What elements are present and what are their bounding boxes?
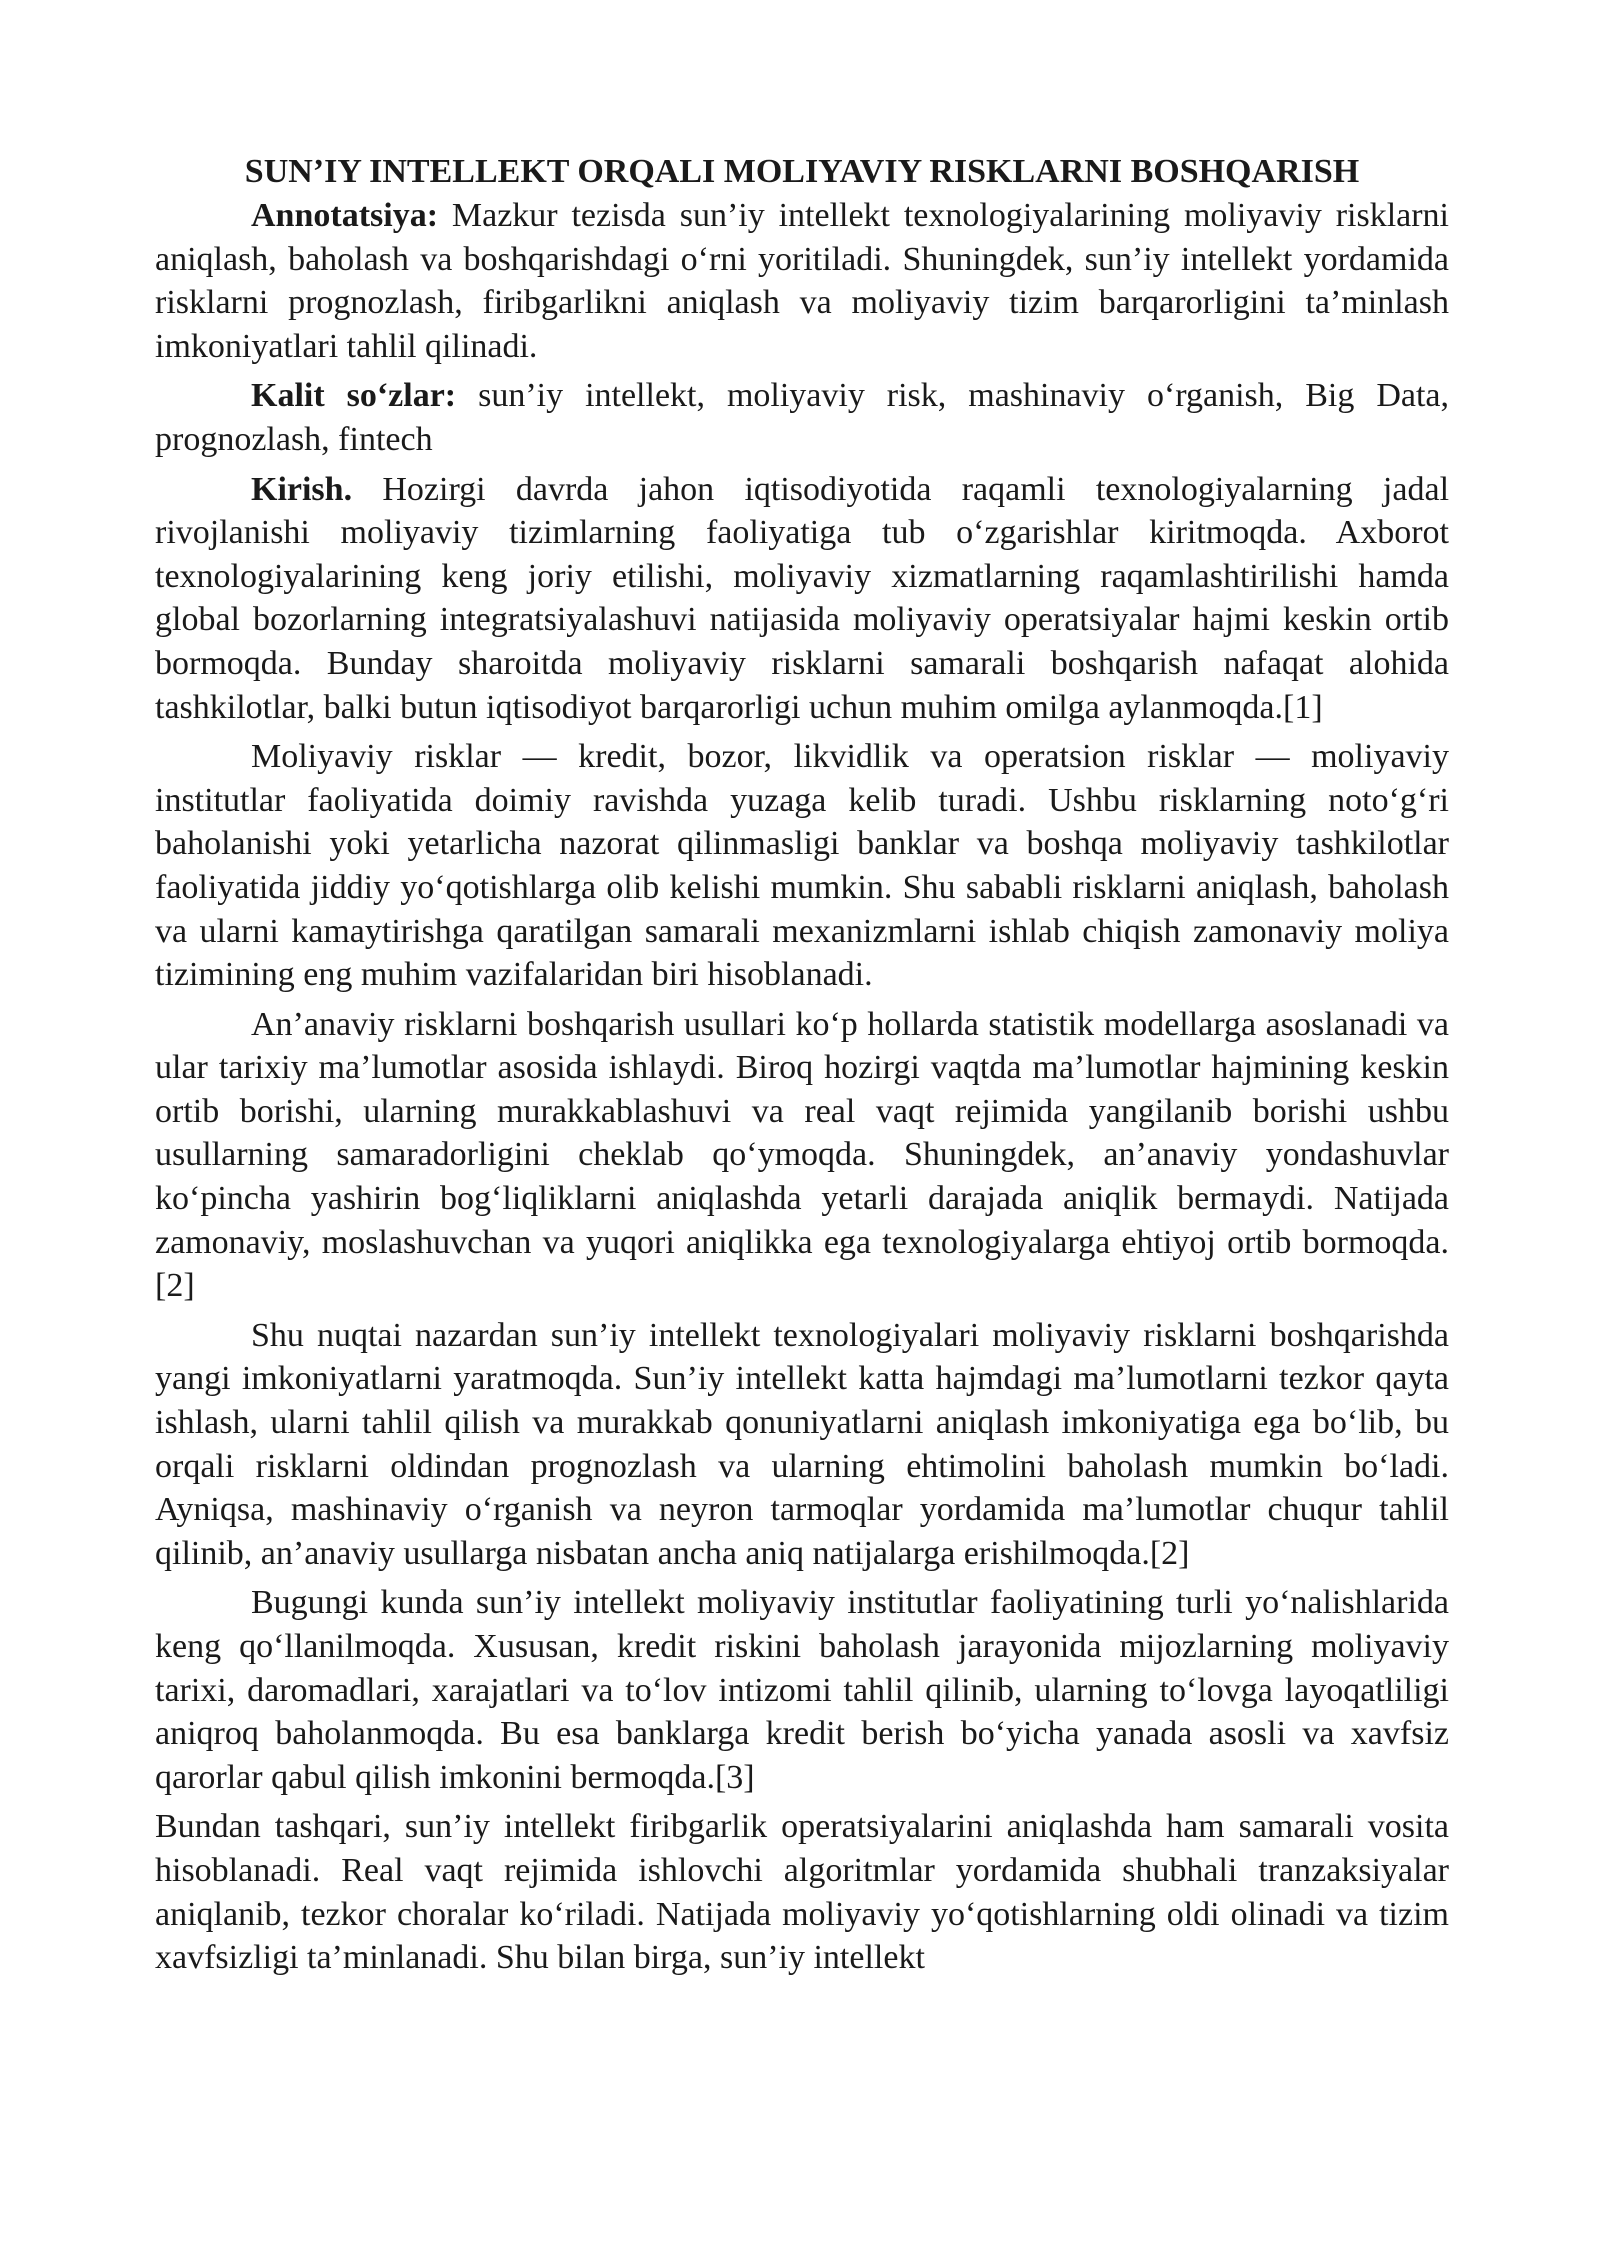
intro-label: Kirish. — [251, 470, 353, 508]
body-paragraph: An’anaviy risklarni boshqarish usullari ko‘p hollarda statistik modellarga asoslanadi va ular tarixiy ma’lumotlar asosida ishlaydi. Biroq hozirgi vaqtda ma’lumotlar hajmining keskin ortib borishi, ularning murakkablashuvi va real vaqt rejimida yangilanib borishi ushbu usullarning samaradorligini cheklab qo‘ymoqda. Shuningdek, an’anaviy yondashuvlar ko‘pincha yashirin bog‘liqliklarni aniqlashda yetarli darajada aniqlik bermaydi. Natijada zamonaviy, moslashuvchan va yuqori aniqlikka ega texnologiyalarga ehtiyoj ortib bormoqda.[2] — [155, 1005, 1449, 1305]
keywords-text: sun’iy intellekt, moliyaviy risk, mashinaviy o‘rganish, Big Data, prognozlash, fintech — [155, 377, 1449, 458]
keywords-label: Kalit so‘zlar: — [251, 377, 457, 415]
body-paragraph: Moliyaviy risklar — kredit, bozor, likvidlik va operatsion risklar — moliyaviy institutlar faoliyatida doimiy ravishda yuzaga kelib turadi. Ushbu risklarning noto‘g‘ri baholanishi yoki yetarlicha nazorat qilinmasligi banklar va boshqa moliyaviy tashkilotlar faoliyatida jiddiy yo‘qotishlarga olib kelishi mumkin. Shu sababli risklarni aniqlash, baholash va ularni kamaytirishga qaratilgan samarali mexanizmlarni ishlab chiqish zamonaviy moliya tizimining eng muhim vazifalaridan biri hisoblanadi. — [155, 738, 1449, 994]
abstract-paragraph — [155, 194, 1449, 368]
intro-text: Hozirgi davrda jahon iqtisodiyotida raqamli texnologiyalarning jadal rivojlanishi moliyaviy tizimlarning faoliyatiga tub o‘zgarishlar kiritmoqda. Axborot texnologiyalarining keng joriy etilishi, moliyaviy xizmatlarning raqamlashtirilishi hamda global bozorlarning integratsiyalashuvi natijasida moliyaviy operatsiyalar hajmi keskin ortib bormoqda. Bunday sharoitda moliyaviy risklarni samarali boshqarish nafaqat alohida tashkilotlar, balki butun iqtisodiyot barqarorligi uchun muhim omilga aylanmoqda.[1] — [155, 470, 1450, 726]
abstract-label: Annotatsiya: — [251, 197, 439, 234]
keywords-paragraph — [155, 374, 1449, 461]
final-paragraph: Bundan tashqari, sun’iy intellekt firibgarlik operatsiyalarini aniqlashda ham samarali vosita hisoblanadi. Real vaqt rejimida ishlovchi algoritmlar yordamida shubhali tranzaksiyalar aniqlanib, tezkor choralar ko‘riladi. Natijada moliyaviy yo‘qotishlarning oldi olinadi va tizim xavfsizligi ta’minlanadi. Shu bilan birga, sun’iy intellekt — [155, 1808, 1449, 1977]
document-page — [155, 150, 1449, 1986]
intro-paragraph — [155, 468, 1449, 730]
abstract-text: Mazkur tezisda sun’iy intellekt texnologiyalarining moliyaviy risklarni aniqlash, baholash va boshqarishdagi o‘rni yoritiladi. Shuningdek, sun’iy intellekt yordamida risklarni prognozlash, firibgarlikni aniqlash va moliyaviy tizim barqarorligini ta’minlash imkoniyatlari tahlil qilinadi. — [155, 197, 1450, 365]
body-paragraph: Bugungi kunda sun’iy intellekt moliyaviy institutlar faoliyatining turli yo‘nalishlarida keng qo‘llanilmoqda. Xususan, kredit riskini baholash jarayonida mijozlarning moliyaviy tarixi, daromadlari, xarajatlari va to‘lov intizomi tahlil qilinib, ularning to‘lovga layoqatliligi aniqroq baholanmoqda. Bu esa banklarga kredit berish bo‘yicha yanada asosli va xavfsiz qarorlar qabul qilish imkonini bermoqda.[3] — [155, 1584, 1449, 1796]
document-title: SUN’IY INTELLEKT ORQALI MOLIYAVIY RISKLARNI BOSHQARISH — [244, 153, 1360, 190]
body-paragraph: Shu nuqtai nazardan sun’iy intellekt texnologiyalari moliyaviy risklarni boshqarishda yangi imkoniyatlarni yaratmoqda. Sun’iy intellekt katta hajmdagi ma’lumotlarni tezkor qayta ishlash, ularni tahlil qilish va murakkab qonuniyatlarni aniqlash imkoniyatiga ega bo‘lib, bu orqali risklarni oldindan prognozlash va ularning ehtimolini baholash mumkin bo‘ladi. Ayniqsa, mashinaviy o‘rganish va neyron tarmoqlar yordamida ma’lumotlar chuqur tahlil qilinib, an’anaviy usullarga nisbatan ancha aniq natijalarga erishilmoqda.[2] — [155, 1316, 1449, 1572]
